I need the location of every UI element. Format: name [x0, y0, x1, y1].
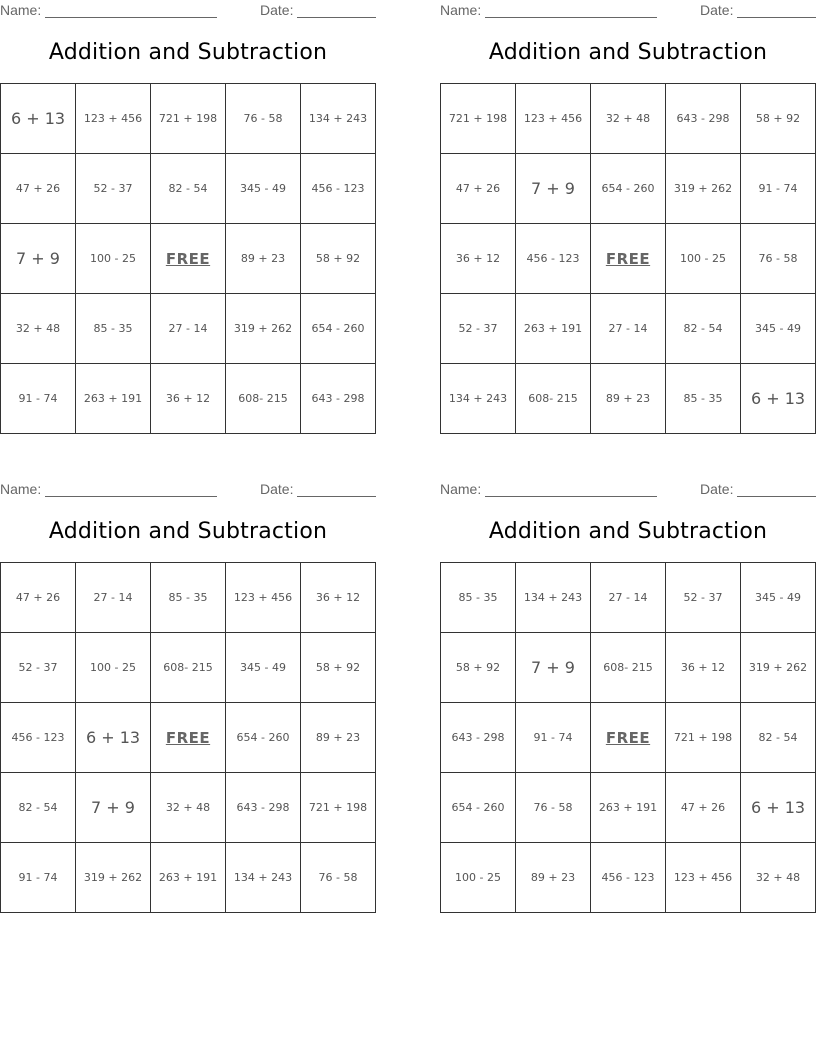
problem-cell: 654 - 260	[301, 294, 376, 364]
problem-cell: 721 + 198	[441, 84, 516, 154]
problem-cell: 345 - 49	[226, 154, 301, 224]
name-label: Name:	[0, 481, 42, 497]
problem-cell: 47 + 26	[441, 154, 516, 224]
problem-cell: 27 - 14	[151, 294, 226, 364]
problem-cell: 82 - 54	[151, 154, 226, 224]
bingo-grid	[440, 83, 816, 434]
problem-cell: 263 + 191	[76, 364, 151, 434]
problem-cell: 608- 215	[226, 364, 301, 434]
problem-cell: 456 - 123	[591, 843, 666, 913]
date-blank-line	[737, 17, 816, 18]
problem-cell: 6 + 13	[741, 364, 816, 434]
problem-cell: 85 - 35	[76, 294, 151, 364]
problem-cell: 134 + 243	[441, 364, 516, 434]
problem-cell: 52 - 37	[666, 563, 741, 633]
problem-cell: 36 + 12	[666, 633, 741, 703]
problem-cell: 91 - 74	[1, 843, 76, 913]
name-blank-line	[45, 496, 217, 497]
problem-cell: 58 + 92	[301, 633, 376, 703]
problem-cell: 100 - 25	[666, 224, 741, 294]
problem-cell: 91 - 74	[741, 154, 816, 224]
problem-cell: 36 + 12	[151, 364, 226, 434]
problem-cell: 345 - 49	[741, 563, 816, 633]
problem-cell: 82 - 54	[741, 703, 816, 773]
card-title: Addition and Subtraction	[48, 519, 328, 544]
problem-cell: 89 + 23	[516, 843, 591, 913]
problem-cell: 319 + 262	[76, 843, 151, 913]
problem-cell: 52 - 37	[441, 294, 516, 364]
problem-cell: 100 - 25	[441, 843, 516, 913]
problem-cell: 456 - 123	[1, 703, 76, 773]
problem-cell: 721 + 198	[301, 773, 376, 843]
bingo-card	[440, 0, 816, 408]
problem-cell: 7 + 9	[1, 224, 76, 294]
problem-cell: 89 + 23	[301, 703, 376, 773]
problem-cell: 85 - 35	[666, 364, 741, 434]
problem-cell: 100 - 25	[76, 224, 151, 294]
problem-cell: 123 + 456	[666, 843, 741, 913]
problem-cell: 32 + 48	[591, 84, 666, 154]
problem-cell: 654 - 260	[226, 703, 301, 773]
free-space-cell: FREE	[591, 703, 666, 773]
problem-cell: 608- 215	[151, 633, 226, 703]
problem-cell: 58 + 92	[301, 224, 376, 294]
card-title: Addition and Subtraction	[488, 40, 768, 65]
problem-cell: 89 + 23	[226, 224, 301, 294]
problem-cell: 32 + 48	[1, 294, 76, 364]
problem-cell: 345 - 49	[226, 633, 301, 703]
problem-cell: 7 + 9	[516, 633, 591, 703]
bingo-grid	[0, 83, 376, 434]
problem-cell: 7 + 9	[516, 154, 591, 224]
problem-cell: 643 - 298	[226, 773, 301, 843]
problem-cell: 643 - 298	[301, 364, 376, 434]
problem-cell: 456 - 123	[516, 224, 591, 294]
name-blank-line	[485, 17, 657, 18]
bingo-card	[0, 0, 376, 405]
name-date-row	[0, 479, 376, 501]
name-date-row	[440, 479, 816, 501]
card-title: Addition and Subtraction	[48, 40, 328, 65]
problem-cell: 27 - 14	[591, 563, 666, 633]
problem-cell: 32 + 48	[741, 843, 816, 913]
problem-cell: 456 - 123	[301, 154, 376, 224]
problem-cell: 52 - 37	[76, 154, 151, 224]
name-label: Name:	[440, 481, 482, 497]
problem-cell: 6 + 13	[76, 703, 151, 773]
problem-cell: 319 + 262	[666, 154, 741, 224]
date-blank-line	[737, 496, 816, 497]
problem-cell: 27 - 14	[76, 563, 151, 633]
problem-cell: 85 - 35	[151, 563, 226, 633]
name-date-row	[440, 0, 816, 22]
bingo-card	[440, 479, 816, 884]
bingo-grid	[0, 562, 376, 913]
problem-cell: 263 + 191	[591, 773, 666, 843]
problem-cell: 345 - 49	[741, 294, 816, 364]
problem-cell: 263 + 191	[151, 843, 226, 913]
free-space-cell: FREE	[151, 703, 226, 773]
problem-cell: 7 + 9	[76, 773, 151, 843]
problem-cell: 36 + 12	[301, 563, 376, 633]
date-label: Date:	[700, 2, 734, 18]
problem-cell: 123 + 456	[516, 84, 591, 154]
problem-cell: 32 + 48	[151, 773, 226, 843]
problem-cell: 89 + 23	[591, 364, 666, 434]
problem-cell: 82 - 54	[666, 294, 741, 364]
problem-cell: 263 + 191	[516, 294, 591, 364]
problem-cell: 58 + 92	[441, 633, 516, 703]
problem-cell: 27 - 14	[591, 294, 666, 364]
name-date-row	[0, 0, 376, 22]
problem-cell: 319 + 262	[226, 294, 301, 364]
problem-cell: 608- 215	[516, 364, 591, 434]
problem-cell: 91 - 74	[1, 364, 76, 434]
name-label: Name:	[440, 2, 482, 18]
problem-cell: 52 - 37	[1, 633, 76, 703]
free-space-cell: FREE	[591, 224, 666, 294]
name-label: Name:	[0, 2, 42, 18]
problem-cell: 91 - 74	[516, 703, 591, 773]
problem-cell: 123 + 456	[226, 563, 301, 633]
problem-cell: 100 - 25	[76, 633, 151, 703]
problem-cell: 123 + 456	[76, 84, 151, 154]
problem-cell: 76 - 58	[226, 84, 301, 154]
problem-cell: 643 - 298	[441, 703, 516, 773]
problem-cell: 134 + 243	[516, 563, 591, 633]
date-label: Date:	[700, 481, 734, 497]
card-title: Addition and Subtraction	[488, 519, 768, 544]
date-label: Date:	[260, 2, 294, 18]
problem-cell: 47 + 26	[1, 563, 76, 633]
date-label: Date:	[260, 481, 294, 497]
problem-cell: 76 - 58	[516, 773, 591, 843]
free-space-cell: FREE	[151, 224, 226, 294]
problem-cell: 608- 215	[591, 633, 666, 703]
problem-cell: 36 + 12	[441, 224, 516, 294]
problem-cell: 721 + 198	[666, 703, 741, 773]
problem-cell: 76 - 58	[301, 843, 376, 913]
problem-cell: 134 + 243	[301, 84, 376, 154]
problem-cell: 82 - 54	[1, 773, 76, 843]
name-blank-line	[45, 17, 217, 18]
problem-cell: 6 + 13	[1, 84, 76, 154]
bingo-grid	[440, 562, 816, 913]
date-blank-line	[297, 496, 376, 497]
bingo-card	[0, 479, 376, 884]
problem-cell: 58 + 92	[741, 84, 816, 154]
problem-cell: 654 - 260	[441, 773, 516, 843]
problem-cell: 6 + 13	[741, 773, 816, 843]
problem-cell: 134 + 243	[226, 843, 301, 913]
problem-cell: 76 - 58	[741, 224, 816, 294]
date-blank-line	[297, 17, 376, 18]
problem-cell: 721 + 198	[151, 84, 226, 154]
problem-cell: 319 + 262	[741, 633, 816, 703]
problem-cell: 47 + 26	[1, 154, 76, 224]
problem-cell: 643 - 298	[666, 84, 741, 154]
problem-cell: 47 + 26	[666, 773, 741, 843]
name-blank-line	[485, 496, 657, 497]
problem-cell: 85 - 35	[441, 563, 516, 633]
problem-cell: 654 - 260	[591, 154, 666, 224]
